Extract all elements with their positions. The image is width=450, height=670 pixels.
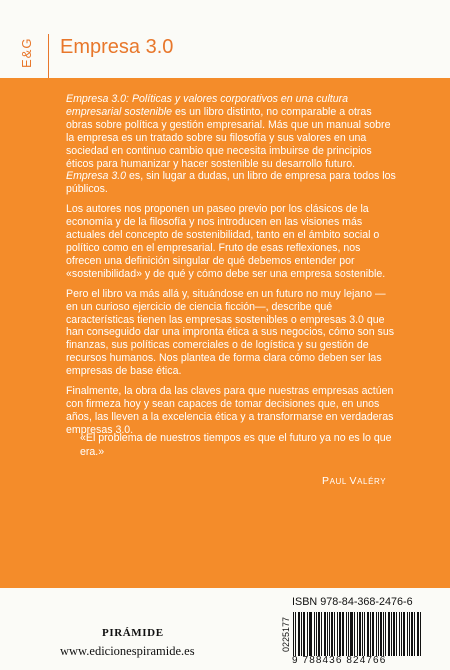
barcode-bar [354, 612, 355, 656]
product-code: 0225177 [281, 616, 291, 652]
paragraph-3: Pero el libro va más allá y, situándose en un futuro no muy lejano —en un curioso ejercicio de ciencia ficción—, describe qué características tienen las empresas sostenibles o empresas 3.0 que han conseguido dar una impronta ética a sus negocios, cómo son sus finanzas, sus políticas comerciales o de logística y su gestión de recursos humanos. Nos plantea de forma clara cómo deben ser las empresas de base ética. [66, 287, 395, 378]
barcode-bar [394, 612, 395, 656]
barcode-bar [337, 612, 338, 656]
quote-author: PAUL VALÉRY [322, 475, 387, 487]
barcode-bar [340, 612, 341, 656]
barcode-bar [348, 612, 349, 656]
barcode [293, 612, 421, 656]
barcode-bar [414, 612, 415, 656]
barcode-bar [346, 612, 347, 656]
barcode-bar [389, 612, 390, 656]
barcode-bar [325, 612, 326, 656]
barcode-bar [404, 612, 405, 656]
barcode-bar [396, 612, 397, 656]
book-title: Empresa 3.0: Políticas y valores corporativos en una cultura empresarial sostenible [66, 93, 349, 118]
barcode-bar [307, 612, 308, 656]
paragraph-4: Finalmente, la obra da las claves para que nuestras empresas actúen con firmeza hoy y sean capaces de tomar decisiones que, en unos años, las lleven a la excelencia ética y a transformarse en verdaderas empresas 3.0. [66, 385, 394, 436]
isbn-label: ISBN 978-84-368-2476-6 [292, 596, 413, 608]
barcode-bar [319, 612, 320, 656]
barcode-bar [332, 612, 333, 656]
book-title-short: Empresa 3.0 [66, 170, 127, 183]
header-divider [48, 34, 49, 78]
publisher-website: www.edicionespiramide.es [60, 644, 195, 658]
barcode-bar [412, 612, 413, 656]
barcode-bar [334, 612, 335, 656]
barcode-bar [409, 612, 410, 656]
barcode-bar [343, 612, 344, 656]
barcode-bar [407, 612, 408, 656]
barcode-bar [311, 612, 312, 656]
barcode-bar [418, 612, 419, 656]
barcode-bar [376, 612, 377, 656]
barcode-bar [362, 612, 363, 656]
epigraph-quote: «El problema de nuestros tiempos es que el futuro ya no es lo que era.» [80, 432, 392, 458]
barcode-bar [370, 612, 371, 656]
paragraph-2: Los autores nos proponen un paseo previo por los clásicos de la economía y de la filosofía y nos introducen en las visiones más actuales del concepto de sostenibilidad, tanto en el ámbito social o político como en el empresarial. Fruto de esas reflexiones, nos ofrecen una definición singular de qué debemos entender por «sostenibilidad» y de qué y cómo debe ser una empresa sostenible. [66, 203, 386, 280]
barcode-bar [381, 612, 382, 656]
barcode-bar [385, 612, 386, 656]
barcode-bar [329, 612, 330, 656]
imprint-logo [7, 6, 33, 78]
barcode-bar [299, 612, 300, 656]
barcode-bar [314, 612, 315, 656]
barcode-bar [327, 612, 328, 656]
barcode-bar [368, 612, 369, 656]
back-cover-blurb [66, 93, 396, 444]
barcode-bar [378, 612, 379, 656]
barcode-bar [304, 612, 305, 656]
barcode-bar [383, 612, 384, 656]
barcode-bar [401, 612, 402, 656]
barcode-bar [301, 612, 302, 656]
barcode-digits: 9 788436 824766 [292, 655, 387, 666]
barcode-bar [399, 612, 400, 656]
barcode-bar [357, 612, 358, 656]
barcode-bar [391, 612, 392, 656]
barcode-bar [295, 612, 296, 656]
barcode-bar [321, 612, 322, 656]
barcode-bar [420, 612, 421, 656]
barcode-bar [316, 612, 317, 656]
imprint-mark: E&G [19, 37, 34, 68]
barcode-bar [373, 612, 374, 656]
barcode-bar [352, 612, 353, 656]
header-band [0, 0, 450, 78]
publisher-logo: PIRÁMIDE [102, 627, 164, 639]
barcode-bar [364, 612, 365, 656]
series-title: Empresa 3.0 [60, 36, 174, 58]
barcode-bar [293, 612, 294, 656]
barcode-bar [360, 612, 361, 656]
paragraph-1: Empresa 3.0: Políticas y valores corporativos en una cultura empresarial sostenible es un libro distinto, no comparable a otras obras sobre política y gestión empresarial. Más que un manual sobre la empresa es un tratado sobre su filosofía y sus valores en una sociedad en continuo cambio que necesita imbuirse de principios éticos para humanizar y hacer sostenible su desarrollo futuro. Empresa 3.0 es, sin lugar a dudas, un libro de empresa para todos los públicos. [66, 93, 396, 196]
